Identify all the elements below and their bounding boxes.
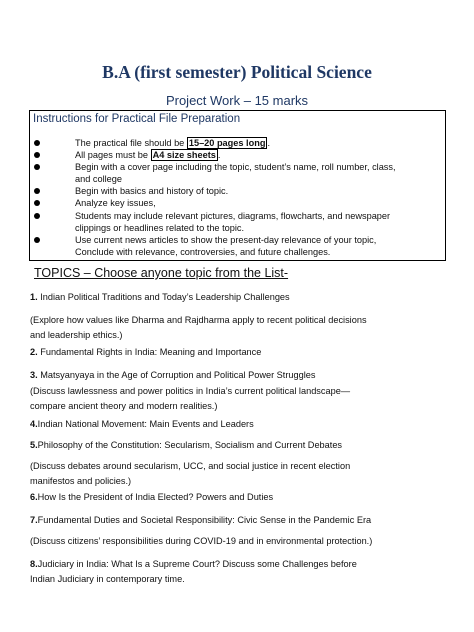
topic-number: 7. xyxy=(30,515,38,525)
topic-title: Indian National Movement: Main Events and Leaders xyxy=(37,419,254,429)
topic-note xyxy=(30,459,450,489)
instruction-text: Use current news articles to show the present-day relevance of your topic, xyxy=(75,234,377,245)
topic-item xyxy=(30,490,450,505)
topic-title: How Is the President of India Elected? Powers and Duties xyxy=(37,492,274,502)
instruction-item xyxy=(30,197,445,209)
topic-title: Judiciary in India: What Is a Supreme Court? Discuss some Challenges before xyxy=(37,559,357,569)
instruction-item xyxy=(30,149,445,161)
topic-number: 4. xyxy=(30,419,38,429)
instruction-text: All pages must be xyxy=(75,150,151,161)
topic-note xyxy=(30,534,450,549)
topic-item xyxy=(30,557,450,587)
topic-item xyxy=(30,368,450,383)
topic-note-text: compare ancient theory and modern realities.) xyxy=(30,401,218,411)
instructions-list xyxy=(30,137,445,258)
instruction-item xyxy=(30,210,445,234)
instruction-text: . xyxy=(267,138,271,148)
instruction-highlight: 15–20 pages long xyxy=(188,138,266,148)
topic-note-text: (Explore how values like Dharma and Rajdharma apply to recent political decisions xyxy=(30,315,367,325)
topic-note-text: (Discuss debates around secularism, UCC, and social justice in recent election xyxy=(30,461,351,471)
topic-item xyxy=(30,438,450,453)
topic-item xyxy=(30,513,450,528)
topic-number: 8. xyxy=(30,559,38,569)
topic-note xyxy=(30,313,450,343)
topic-note-text: (Discuss lawlessness and power politics in India’s current political landscape— xyxy=(30,386,351,396)
instruction-text: Students may include relevant pictures, diagrams, flowcharts, and newspaper xyxy=(75,210,391,221)
page-subtitle: Project Work – 15 marks xyxy=(165,93,309,108)
instruction-text: The practical file should be xyxy=(75,138,187,148)
topic-item xyxy=(30,290,450,305)
instruction-highlight: A4 size sheets xyxy=(152,150,216,161)
instruction-text: Analyze key issues, xyxy=(75,198,156,209)
bullet-icon xyxy=(34,237,40,243)
instruction-text: Begin with basics and history of topic. xyxy=(75,186,229,197)
bullet-icon xyxy=(34,188,40,194)
instruction-text: . xyxy=(217,150,221,161)
instructions-heading: Instructions for Practical File Preparation xyxy=(33,113,241,125)
topic-note-text: (Discuss citizens’ responsibilities during COVID-19 and in environmental protection.) xyxy=(30,536,373,546)
instruction-item xyxy=(30,161,445,185)
instruction-item xyxy=(30,137,445,149)
topic-number: 6. xyxy=(30,492,38,502)
instruction-text: and college xyxy=(75,174,122,185)
topic-title: Fundamental Rights in India: Meaning and Importance xyxy=(37,347,262,357)
topic-note-text: manifestos and policies.) xyxy=(30,476,132,486)
topic-item xyxy=(30,417,450,432)
topic-title: Matsyanyaya in the Age of Corruption and Political Power Struggles xyxy=(37,370,316,380)
bullet-icon xyxy=(34,152,40,158)
instruction-text: clippings or headlines related to the topic. xyxy=(75,222,245,233)
bullet-icon xyxy=(34,164,40,170)
topic-title: Fundamental Duties and Societal Responsibility: Civic Sense in the Pandemic Era xyxy=(37,515,372,525)
topic-note-text: and leadership ethics.) xyxy=(30,330,123,340)
bullet-icon xyxy=(34,213,40,219)
topics-heading: TOPICS – Choose anyone topic from the List- xyxy=(34,266,289,280)
instruction-text: Begin with a cover page including the topic, student’s name, roll number, class, xyxy=(75,162,396,173)
topic-title: Indian Judiciary in contemporary time. xyxy=(30,574,185,584)
topic-number: 2. xyxy=(30,347,38,357)
instruction-item xyxy=(30,185,445,197)
topic-number: 3. xyxy=(30,370,38,380)
bullet-icon xyxy=(34,140,40,146)
topic-number: 1. xyxy=(30,292,38,302)
topic-title: Indian Political Traditions and Today’s Leadership Challenges xyxy=(37,292,290,302)
instructions-box xyxy=(29,110,446,261)
topic-title: Philosophy of the Constitution: Secularism, Socialism and Current Debates xyxy=(37,440,343,450)
topic-note xyxy=(30,384,450,414)
bullet-icon xyxy=(34,200,40,206)
topic-item xyxy=(30,345,450,360)
page-title: B.A (first semester) Political Science xyxy=(102,62,372,82)
topic-number: 5. xyxy=(30,440,38,450)
instruction-text: Conclude with relevance, controversies, and future challenges. xyxy=(75,246,331,257)
instruction-item xyxy=(30,234,445,258)
